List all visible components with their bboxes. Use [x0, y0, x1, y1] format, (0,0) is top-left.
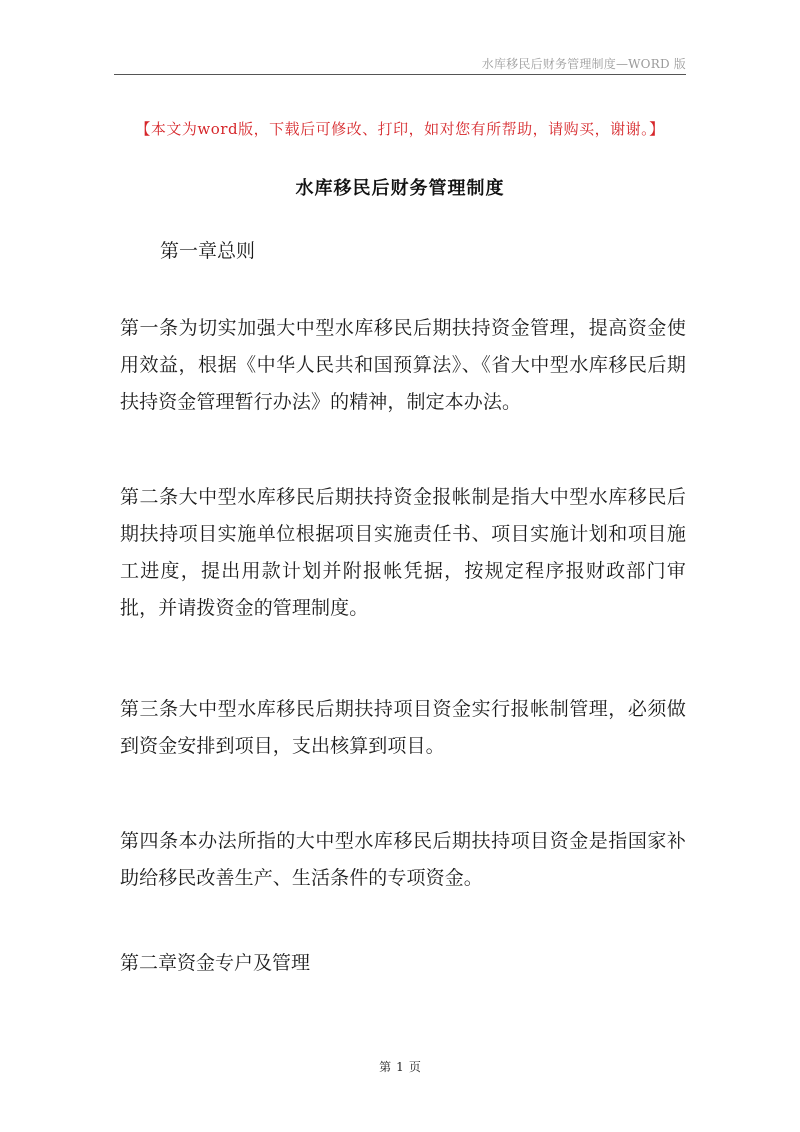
download-notice: 【本文为word版，下载后可修改、打印，如对您有所帮助，请购买，谢谢。】	[135, 120, 665, 138]
article-paragraph-3: 第三条大中型水库移民后期扶持项目资金实行报帐制管理，必须做到资金安排到项目，支出核算到项目。	[120, 698, 686, 757]
chapter-heading-1: 第一章总则	[160, 240, 256, 262]
article-paragraph-4: 第四条本办法所指的大中型水库移民后期扶持项目资金是指国家补助给移民改善生产、生活条件的专项资金。	[120, 830, 686, 889]
page-label-suffix: 页	[408, 1060, 421, 1074]
article-paragraph-1: 第一条为切实加强大中型水库移民后期扶持资金管理，提高资金使用效益，根据《中华人民共和国预算法》、《省大中型水库移民后期扶持资金管理暂行办法》的精神，制定本办法。	[120, 317, 686, 413]
running-header: 水库移民后财务管理制度—WORD 版	[481, 57, 686, 71]
document-title: 水库移民后财务管理制度	[295, 178, 505, 199]
page-footer	[0, 1058, 800, 1075]
page-number: 1	[396, 1060, 404, 1074]
article-paragraph-2: 第二条大中型水库移民后期扶持资金报帐制是指大中型水库移民后期扶持项目实施单位根据项目实施责任书、项目实施计划和项目施工进度，提出用款计划并附报帐凭据，按规定程序报财政部门审批，并请拨资金的管理制度。	[120, 486, 686, 619]
chapter-heading-2: 第二章资金专户及管理	[120, 952, 311, 974]
header-divider	[114, 74, 686, 75]
page-label-prefix: 第	[379, 1060, 392, 1074]
